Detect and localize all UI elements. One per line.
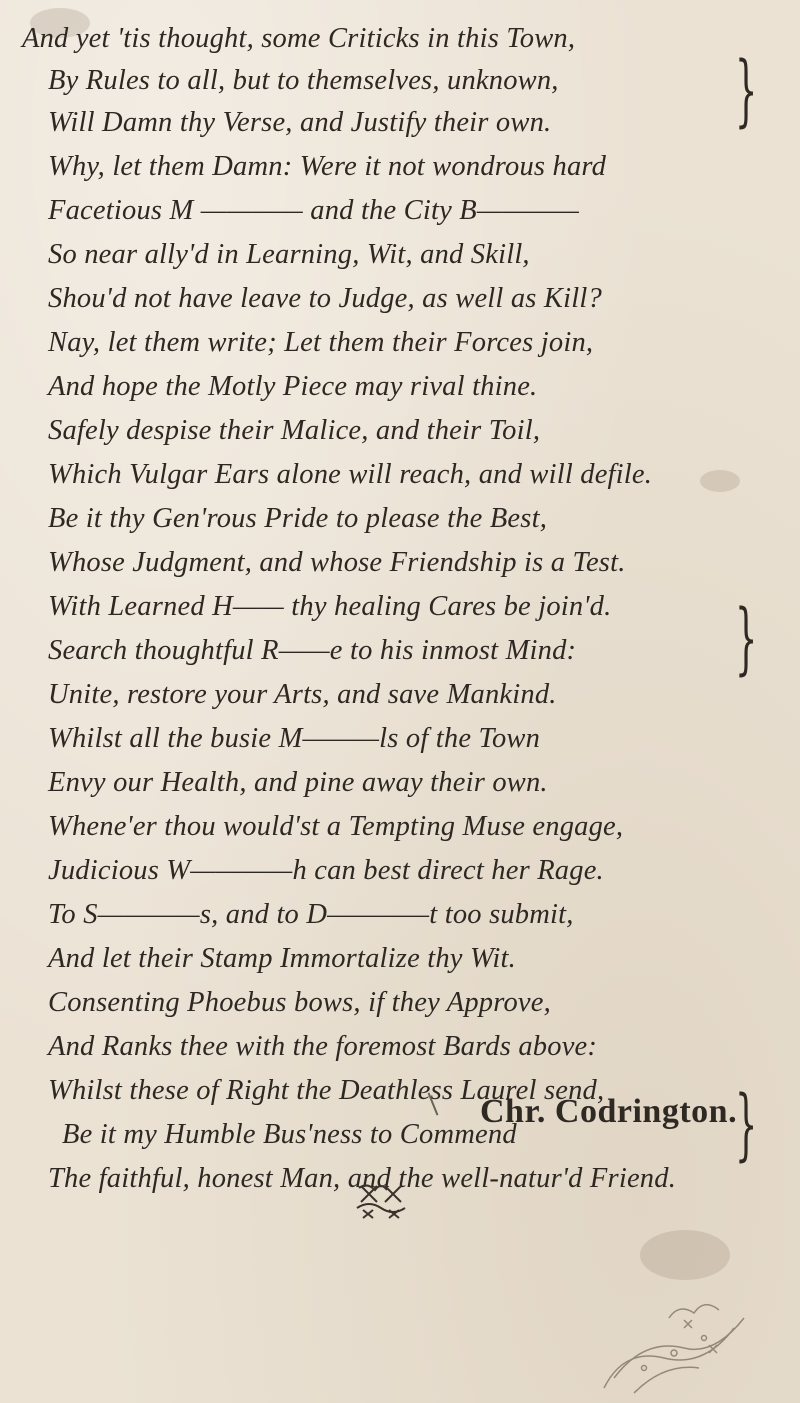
printers-ornament-icon bbox=[347, 1178, 417, 1228]
poem-line: Which Vulgar Ears alone will reach, and will defile. bbox=[48, 459, 653, 490]
poem-line: Whilst all the busie M———ls of the Town bbox=[48, 723, 541, 754]
poem-line: Search thoughtful R——e to his inmost Mind: bbox=[48, 635, 577, 666]
poem-line: Unite, restore your Arts, and save Mankind. bbox=[48, 679, 557, 710]
poem-line: Will Damn thy Verse, and Justify their own. bbox=[48, 107, 552, 138]
triplet-brace-icon: } bbox=[735, 46, 758, 136]
poem-line: Shou'd not have leave to Judge, as well as Kill? bbox=[48, 283, 602, 314]
poem-line: Be it my Humble Bus'ness to Commend bbox=[62, 1119, 517, 1150]
triplet-brace-icon: } bbox=[735, 594, 758, 684]
poem-line: And hope the Motly Piece may rival thine. bbox=[48, 371, 538, 402]
triplet-brace-icon: } bbox=[735, 1080, 758, 1170]
poem-line: Judicious W————h can best direct her Rage. bbox=[48, 855, 604, 886]
poem-line: And yet 'tis thought, some Criticks in this Town, bbox=[22, 23, 576, 54]
poem-line: To S————s, and to D————t too submit, bbox=[48, 899, 574, 930]
poem-line: Nay, let them write; Let them their Forces join, bbox=[48, 327, 594, 358]
poem-line: Be it thy Gen'rous Pride to please the Best, bbox=[48, 503, 548, 534]
poem-line: With Learned H—— thy healing Cares be join'd. bbox=[48, 591, 612, 622]
poem-line: Whose Judgment, and whose Friendship is a Test. bbox=[48, 547, 626, 578]
poem-line: Consenting Phoebus bows, if they Approve, bbox=[48, 987, 551, 1018]
paper-stain bbox=[700, 470, 740, 492]
poem-line: So near ally'd in Learning, Wit, and Skill, bbox=[48, 239, 530, 270]
poem-line: Envy our Health, and pine away their own. bbox=[48, 767, 548, 798]
poem-line: By Rules to all, but to themselves, unknown, bbox=[48, 65, 559, 96]
poem-line: Facetious M ———— and the City B———— bbox=[48, 195, 580, 226]
poem-line: And let their Stamp Immortalize thy Wit. bbox=[48, 943, 516, 974]
signature: Chr. Codrington. bbox=[480, 1093, 738, 1130]
poem-line: Whilst these of Right the Deathless Laurel send, bbox=[48, 1075, 605, 1106]
poem-line: The faithful, honest Man, and the well-natur'd Friend. bbox=[48, 1163, 677, 1194]
poem-line: Safely despise their Malice, and their Toil, bbox=[48, 415, 541, 446]
poem-line: Why, let them Damn: Were it not wondrous hard bbox=[48, 151, 607, 182]
poem-line: And Ranks thee with the foremost Bards above: bbox=[48, 1031, 598, 1062]
decorative-flourish-icon bbox=[584, 1258, 764, 1398]
poem-line: Whene'er thou would'st a Tempting Muse engage, bbox=[48, 811, 624, 842]
